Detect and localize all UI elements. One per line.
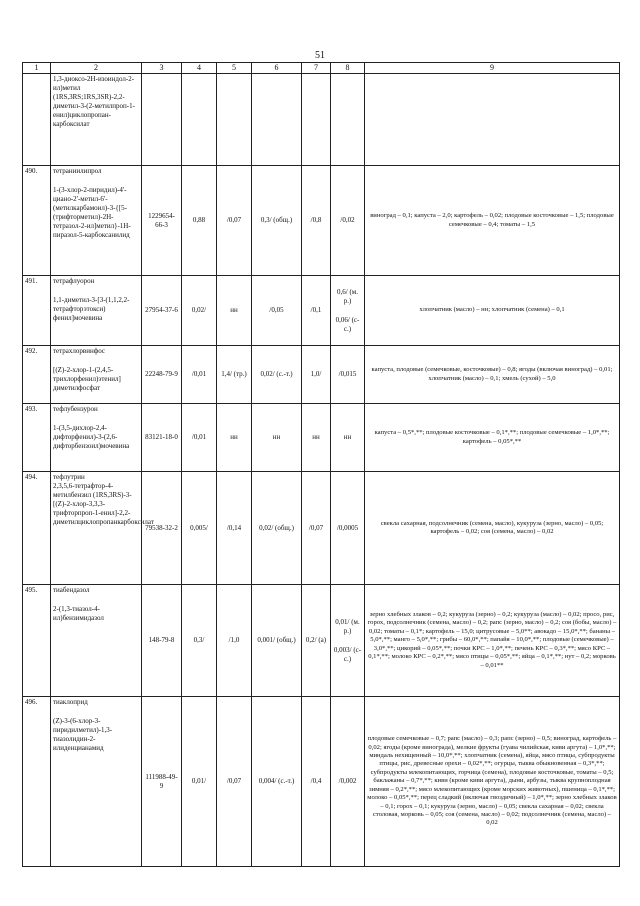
residue-limits: капуста – 0,5*,**; плодовые косточковые – 0,1*,**; плодовые семечковые – 1,0*,**; картофель – 0,05*,** xyxy=(365,404,620,472)
value-cell: 0,88 xyxy=(182,166,217,276)
substance-cell xyxy=(51,166,142,276)
cas-number: 111988-49-9 xyxy=(142,697,182,867)
substance-cell xyxy=(51,404,142,472)
value-cell: 1,4/ (тр.) xyxy=(217,346,252,404)
value-cell: /0,14 xyxy=(217,472,252,585)
cas-number: 22248-79-9 xyxy=(142,346,182,404)
col-header: 3 xyxy=(142,63,182,74)
residue-limits: виноград – 0,1; капуста – 2,0; картофель – 0,02; плодовые косточковые – 1,5; плодовые семечковые – 0,4; томаты – 1,5 xyxy=(365,166,620,276)
value-cell: нн xyxy=(217,276,252,346)
header-row xyxy=(23,63,620,74)
value-max-single: 0,01/ (м. р.) xyxy=(335,617,360,635)
chemical-formula: (Z)-3-(6-хлор-3-пиридилметил)-1,3-тиазолидин-2-илиденцианамид xyxy=(53,717,113,752)
continuation-row xyxy=(23,74,620,166)
residue-limits: плодовые семечковые – 0,7; рапс (масло) – 0,3; рапс (зерно) – 0,5; виноград, картофель – 0,02; ягоды (кроме винограда), мелкие фрукты (гуава чилийская, киви аргута) – 1,0*,**; миндаль нехищенный – 10,0*,**; хлопчатник (семена), яйца, мясо птицы, субпродукты птицы, рис, древесные орехи – 0,02*,**; огурцы, тыква обыкновенная – 0,3*,**; субпродукты млекопитающих, горчица (семена), плодовые косточковые, томаты – 0,5; баклажаны – 0,7*,**; киви (кроме киви аргута), дыни, арбузы, тыква крупноплодная зимняя – 0,2*,**; мясо млекопитающих (кроме морских животных), пшеница – 0,1*,**; молоко – 0,05*,**; перец сладкий (включая гвоздичный) – 1,0*,**; зерно хлебных злаков – 0,1; горох – 0,1; кукуруза (зерно, масло) – 0,05; свекла сахарная – 0,02; свекла столовая, морковь – 0,05; соя (семена, масло) – 0,02; подсолнечник (семена, масло) – 0,02 xyxy=(365,697,620,867)
value-daily-avg: 0,06/ (с-с.) xyxy=(335,315,360,333)
regulation-table xyxy=(22,62,620,867)
substance-cell xyxy=(51,472,154,585)
chemical-formula: 1-(3,5-дихлор-2,4-дифторфенил)-3-(2,6-дифторбензоил)мочевина xyxy=(53,424,130,450)
table-row xyxy=(23,697,620,867)
row-number: 491. xyxy=(23,276,51,346)
col-header: 8 xyxy=(331,63,365,74)
value-cell: 1,0/ xyxy=(302,346,331,404)
substance-name: тиаклоприд xyxy=(53,698,88,706)
value-cell: 0,2/ (а) xyxy=(302,585,331,697)
substance-name: тефлубензурон xyxy=(53,405,98,413)
chemical-formula: 1,3-диоксо-2H-изоиндол-2-ил)метил (1RS,3RS;1RS,3SR)-2,2-диметил-3-(2-метилпроп-1-енил)циклопропан-карбоксилат xyxy=(51,74,142,166)
value-cell: /0,07 xyxy=(217,166,252,276)
value-cell: /0,015 xyxy=(331,346,365,404)
table-row xyxy=(23,346,620,404)
value-cell: /0,02 xyxy=(331,166,365,276)
value-cell: /0,1 xyxy=(302,276,331,346)
table-row xyxy=(23,404,620,472)
row-number: 493. xyxy=(23,404,51,472)
chemical-formula: 2-(1,3-тиазол-4-ил)бензимидазол xyxy=(53,605,104,622)
row-number: 490. xyxy=(23,166,51,276)
value-cell: /0,01 xyxy=(182,404,217,472)
value-cell: /0,07 xyxy=(302,472,331,585)
cas-number: 27954-37-6 xyxy=(142,276,182,346)
cas-number: 79538-32-2 xyxy=(142,472,182,585)
col-header: 1 xyxy=(23,63,51,74)
value-cell: /0,07 xyxy=(217,697,252,867)
residue-limits: капуста, плодовые (семечковые, косточковые) – 0,8; ягоды (включая виноград) – 0,01; хлопчатник (масло) – 0,1; хмель (сухой) – 5,0 xyxy=(365,346,620,404)
substance-cell xyxy=(51,697,142,867)
page-number: 51 xyxy=(315,50,325,61)
chemical-formula: 2,3,5,6-тетрафтор-4-метилбензил (1RS,3RS)-3-[(Z)-2-хлор-3,3,3-трифторпроп-1-енил]-2,2-диметилциклопропанкарбоксилат xyxy=(53,482,154,526)
value-cell xyxy=(331,585,365,697)
col-header: 5 xyxy=(217,63,252,74)
substance-name: тетрафлуорон xyxy=(53,277,95,285)
value-cell: /0,0005 xyxy=(331,472,365,585)
col-header: 2 xyxy=(51,63,142,74)
value-cell: 0,3/ xyxy=(182,585,217,697)
value-cell: /1,0 xyxy=(217,585,252,697)
value-cell: 0,02/ (с.-т.) xyxy=(252,346,302,404)
cas-number: 148-79-8 xyxy=(142,585,182,697)
substance-cell xyxy=(51,346,142,404)
row-number: 492. xyxy=(23,346,51,404)
value-cell: /0,05 xyxy=(252,276,302,346)
cas-number: 1229654-66-3 xyxy=(142,166,182,276)
cas-number: 83121-18-0 xyxy=(142,404,182,472)
col-header: 4 xyxy=(182,63,217,74)
value-cell: нн xyxy=(252,404,302,472)
value-cell: /0,002 xyxy=(331,697,365,867)
value-cell: нн xyxy=(331,404,365,472)
col-header: 6 xyxy=(252,63,302,74)
table-row xyxy=(23,472,620,585)
value-daily-avg: 0,003/ (с-с.) xyxy=(333,645,362,663)
residue-limits: зерно хлебных злаков – 0,2; кукуруза (зерно) – 0,2; кукуруза (масло) – 0,02; просо, рис, горох, подсолнечник (семена, масло) – 0,2; рапс (зерно, масло) – 0,2; соя (бобы, масло) – 0,02; томаты – 0,1*; картофель – 15,0; цитрусовые – 5,0**; авокадо – 15,0*,**; бананы – 5,0*,**; манго – 5,0*,**; грибы – 60,0*,**; папайя – 10,0*,**; плодовые (семечковые) – 3,0*,**; цикорий – 0,05*,**; почки КРС – 1,0*,**; печень КРС – 0,3*,**; мясо КРС – 0,1*,**; молоко КРС – 0,2*,**; мясо птицы – 0,05*,**; яйца – 0,1*,**; нут – 0,2; морковь – 0,01** xyxy=(365,585,620,697)
value-cell: 0,001/ (общ.) xyxy=(252,585,302,697)
table-row xyxy=(23,166,620,276)
value-cell: /0,01 xyxy=(182,346,217,404)
value-cell: нн xyxy=(217,404,252,472)
value-cell: 0,004/ (с.-т.) xyxy=(252,697,302,867)
substance-cell xyxy=(51,276,142,346)
row-number: 495. xyxy=(23,585,51,697)
table-row xyxy=(23,585,620,697)
value-cell: /0,8 xyxy=(302,166,331,276)
table-row xyxy=(23,276,620,346)
residue-limits: свекла сахарная, подсолнечник (семена, масло), кукуруза (зерно, масло) – 0,05; картофель – 0,02; соя (семена, масло) – 0,02 xyxy=(365,472,620,585)
col-header: 7 xyxy=(302,63,331,74)
value-cell: /0,4 xyxy=(302,697,331,867)
substance-name: тетрахлорвинфос xyxy=(53,347,106,355)
value-cell: 0,005/ xyxy=(182,472,217,585)
value-cell: 0,3/ (общ.) xyxy=(252,166,302,276)
value-cell xyxy=(331,276,365,346)
substance-name: тефлутрин xyxy=(53,473,85,481)
residue-limits: хлопчатник (масло) – нн; хлопчатник (семена) – 0,1 xyxy=(365,276,620,346)
value-cell: 0,02/ (общ.) xyxy=(252,472,302,585)
value-cell: 0,01/ xyxy=(182,697,217,867)
value-cell: нн xyxy=(302,404,331,472)
value-cell: 0,02/ xyxy=(182,276,217,346)
col-header: 9 xyxy=(365,63,620,74)
row-number: 494. xyxy=(23,472,51,585)
value-max-single: 0,6/ (м. р.) xyxy=(337,287,358,305)
chemical-formula: [(Z)-2-хлор-1-(2,4,5-трихлорфенил)этенил] диметилфосфат xyxy=(53,366,121,392)
substance-name: тиабендазол xyxy=(53,586,90,594)
substance-cell xyxy=(51,585,142,697)
chemical-formula: 1-(3-хлор-2-пиридил)-4'-циано-2'-метил-6'-(метилкарбамоил)-3-{[5-(трифторметил)-2H-тетразол-2-ил]метил}-1H-пиразол-5-карбоксанилид xyxy=(53,186,131,239)
substance-name: тетраниилипрол xyxy=(53,167,102,175)
chemical-formula: 1,1-диметил-3-[3-(1,1,2,2-тетрафторэтокси) фенил]мочевина xyxy=(53,296,130,322)
row-number: 496. xyxy=(23,697,51,867)
